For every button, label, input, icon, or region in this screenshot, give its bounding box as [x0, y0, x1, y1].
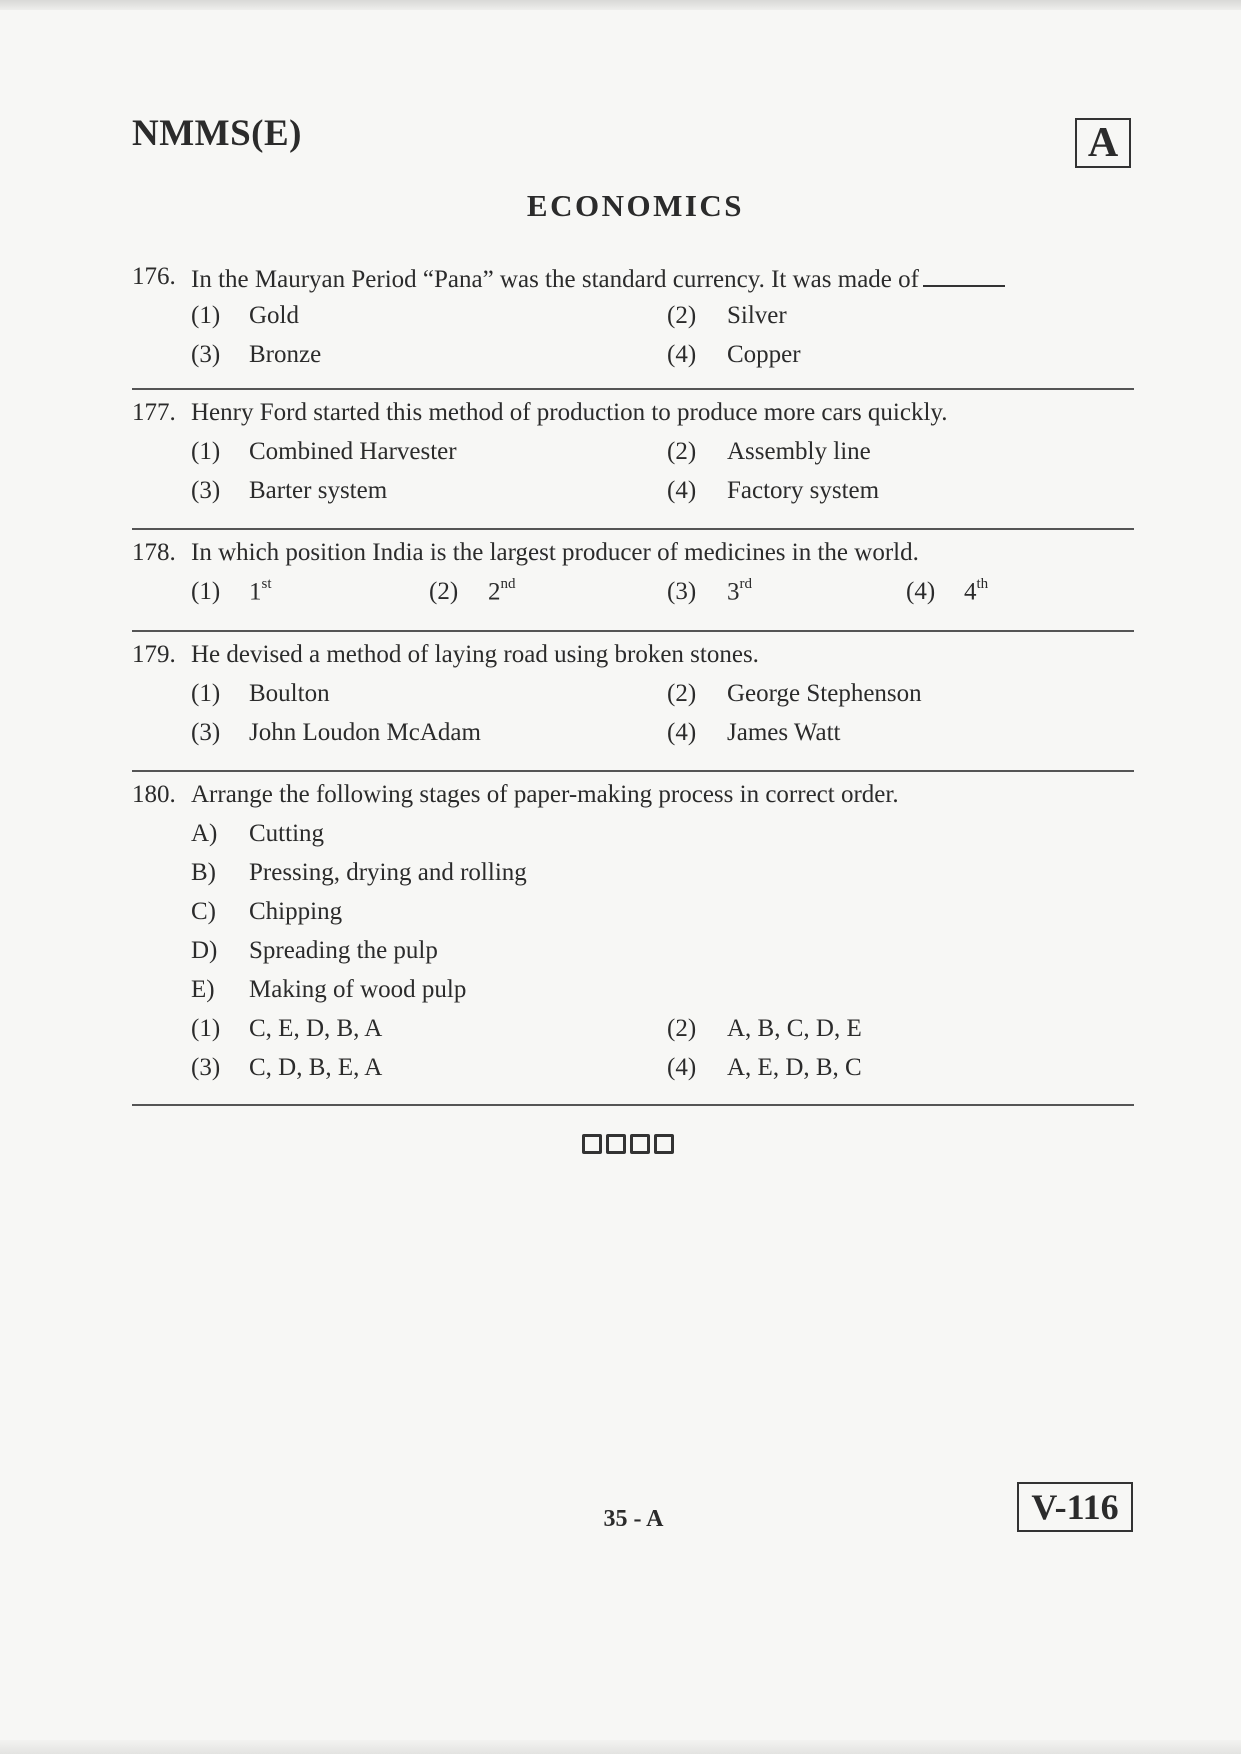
square-icon [630, 1134, 650, 1154]
option-text: 4th [964, 576, 989, 606]
question-text: He devised a method of laying road using broken stones. [191, 641, 759, 668]
option-text: C, D, B, E, A [249, 1054, 383, 1081]
square-icon [606, 1134, 626, 1154]
stage-label: D) [191, 937, 218, 964]
question-178 [132, 534, 1134, 632]
option-row [132, 714, 1134, 753]
stage-item [132, 971, 1134, 1010]
option-text: John Loudon McAdam [249, 719, 481, 746]
question-text: Arrange the following stages of paper-making process in correct order. [191, 781, 899, 808]
stage-label: C) [191, 898, 216, 925]
question-177 [132, 394, 1134, 530]
booklet-code-box: V-116 [1017, 1482, 1133, 1532]
option-number: (3) [191, 1054, 221, 1081]
option-text: Combined Harvester [249, 438, 457, 465]
option-number: (1) [191, 1015, 221, 1042]
option-number: (1) [191, 680, 221, 707]
option-row [132, 433, 1134, 472]
option-text: Factory system [727, 477, 880, 504]
question-number: 179. [132, 641, 176, 668]
option-number: (2) [667, 680, 697, 707]
stage-text: Spreading the pulp [249, 937, 438, 964]
stage-text: Chipping [249, 898, 343, 925]
option-text: James Watt [727, 719, 841, 746]
option-number: (4) [667, 341, 697, 368]
option-row [132, 297, 1134, 336]
option-row [132, 675, 1134, 714]
option-number: (1) [191, 578, 221, 605]
option-text: 3rd [727, 576, 752, 606]
option-text: Copper [727, 341, 801, 368]
option-row [132, 472, 1134, 511]
page-number: 35 - A [603, 1506, 664, 1532]
option-text: 2nd [488, 576, 516, 606]
stage-text: Cutting [249, 820, 325, 847]
stage-label: A) [191, 820, 218, 847]
scan-edge-bottom [0, 1740, 1241, 1754]
option-number: (1) [191, 438, 221, 465]
option-text: Gold [249, 302, 299, 329]
section-title: ECONOMICS [526, 188, 745, 223]
question-180 [132, 776, 1134, 1106]
option-text: Barter system [249, 477, 388, 504]
stage-label: B) [191, 859, 216, 886]
option-text: 1st [249, 576, 272, 606]
option-number: (4) [906, 578, 936, 605]
option-row [132, 1049, 1134, 1088]
question-179 [132, 636, 1134, 772]
option-number: (2) [667, 302, 697, 329]
question-text: In the Mauryan Period “Pana” was the standard currency. It was made of [191, 263, 1005, 294]
option-text: A, B, C, D, E [727, 1015, 862, 1042]
option-number: (4) [667, 719, 697, 746]
questions-area [132, 258, 1134, 1106]
option-text: Silver [727, 302, 787, 329]
question-text: Henry Ford started this method of production to produce more cars quickly. [191, 399, 948, 426]
option-row [132, 1010, 1134, 1049]
option-row [132, 336, 1134, 375]
option-number: (1) [191, 302, 221, 329]
question-number: 176. [132, 263, 176, 290]
option-number: (2) [429, 578, 459, 605]
answer-blank [923, 263, 1005, 287]
option-number: (2) [667, 1015, 697, 1042]
option-number: (4) [667, 1054, 697, 1081]
option-text: Assembly line [727, 438, 871, 465]
stage-item [132, 893, 1134, 932]
option-text: C, E, D, B, A [249, 1015, 383, 1042]
set-code-box: A [1075, 118, 1131, 168]
end-of-section-mark [582, 1134, 674, 1154]
option-number: (3) [667, 578, 697, 605]
question-text: In which position India is the largest producer of medicines in the world. [191, 539, 919, 566]
square-icon [582, 1134, 602, 1154]
option-number: (2) [667, 438, 697, 465]
option-number: (3) [191, 341, 221, 368]
exam-title: NMMS(E) [132, 113, 302, 154]
option-number: (3) [191, 719, 221, 746]
question-number: 178. [132, 539, 176, 566]
scan-edge-top [0, 0, 1241, 10]
option-text: Bronze [249, 341, 322, 368]
question-number: 177. [132, 399, 176, 426]
question-number: 180. [132, 781, 176, 808]
stage-item [132, 932, 1134, 971]
question-176 [132, 258, 1134, 390]
option-text: Boulton [249, 680, 330, 707]
option-text: A, E, D, B, C [727, 1054, 862, 1081]
stage-text: Pressing, drying and rolling [249, 859, 527, 886]
stage-item [132, 854, 1134, 893]
option-number: (3) [191, 477, 221, 504]
stage-label: E) [191, 976, 215, 1003]
stage-item [132, 815, 1134, 854]
option-number: (4) [667, 477, 697, 504]
option-text: George Stephenson [727, 680, 922, 707]
stage-text: Making of wood pulp [249, 976, 467, 1003]
square-icon [654, 1134, 674, 1154]
option-row [132, 573, 1134, 612]
